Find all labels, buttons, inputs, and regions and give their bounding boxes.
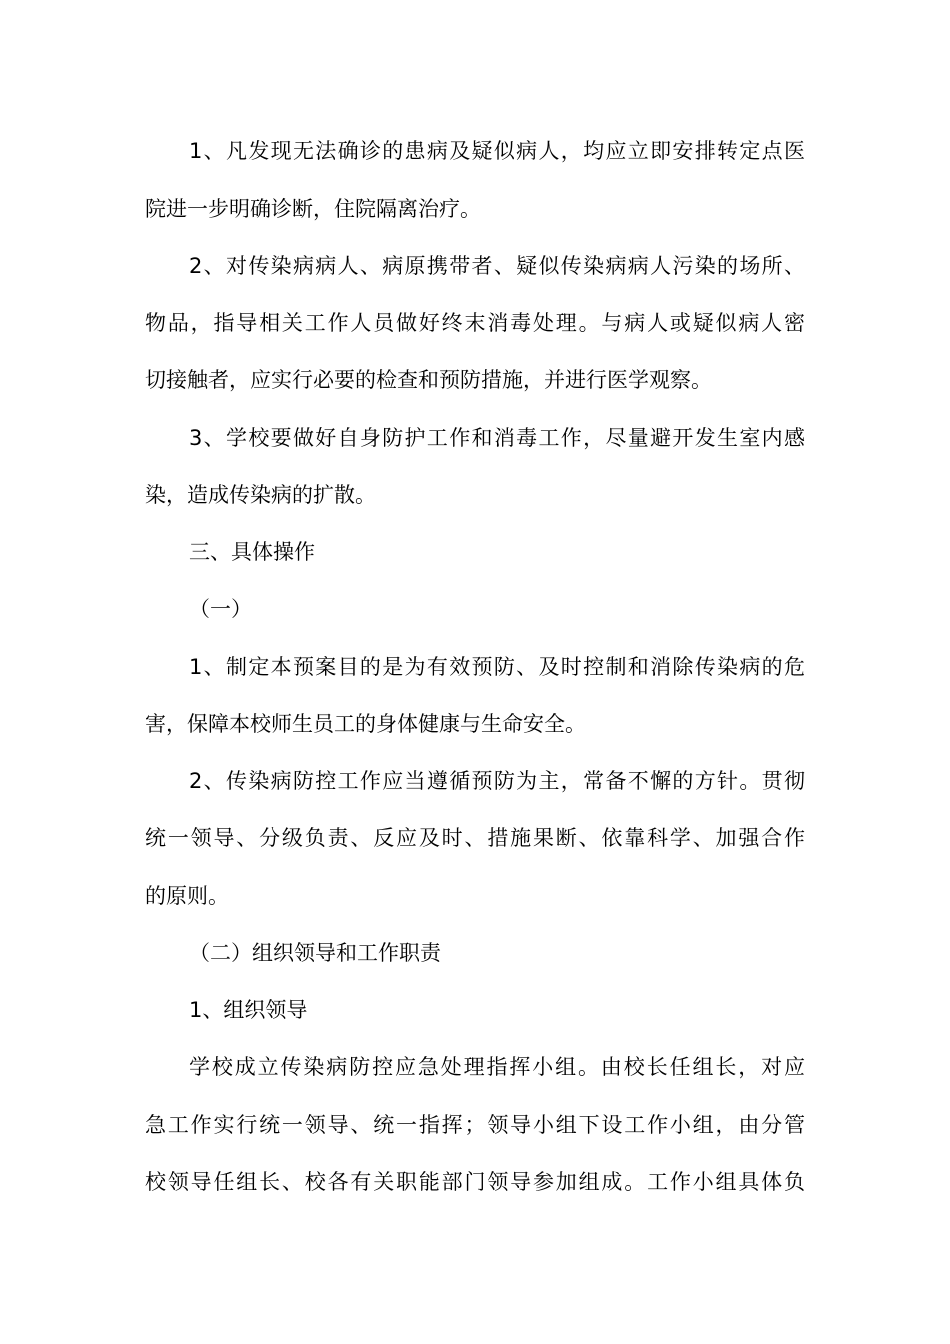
text-line: 统一领导、分级负责、反应及时、措施果断、依靠科学、加强合作 xyxy=(145,826,805,850)
text-line: 物品，指导相关工作人员做好终末消毒处理。与病人或疑似病人密 xyxy=(145,311,805,335)
text-line: 3、学校要做好自身防护工作和消毒工作，尽量避开发生室内感 xyxy=(189,426,805,450)
text-line: 1、制定本预案目的是为有效预防、及时控制和消除传染病的危 xyxy=(189,655,805,679)
subsection-heading: （一） xyxy=(189,597,252,621)
text-line: 害，保障本校师生员工的身体健康与生命安全。 xyxy=(145,712,586,736)
text-line: 学校成立传染病防控应急处理指挥小组。由校长任组长，对应 xyxy=(189,1055,805,1079)
text-line: 染，造成传染病的扩散。 xyxy=(145,483,376,507)
text-line: 的原则。 xyxy=(145,884,229,908)
section-heading: 三、具体操作 xyxy=(189,540,315,564)
text-line: 1、凡发现无法确诊的患病及疑似病人，均应立即安排转定点医 xyxy=(189,139,805,163)
item-heading: 1、组织领导 xyxy=(189,998,308,1022)
text-line: 2、对传染病病人、病原携带者、疑似传染病病人污染的场所、 xyxy=(189,254,805,278)
text-line: 校领导任组长、校各有关职能部门领导参加组成。工作小组具体负 xyxy=(145,1170,805,1194)
text-line: 2、传染病防控工作应当遵循预防为主，常备不懈的方针。贯彻 xyxy=(189,769,805,793)
text-line: 切接触者，应实行必要的检查和预防措施，并进行医学观察。 xyxy=(145,368,712,392)
text-line: 院进一步明确诊断，住院隔离治疗。 xyxy=(145,197,481,221)
subsection-heading: （二）组织领导和工作职责 xyxy=(189,941,441,965)
text-line: 急工作实行统一领导、统一指挥；领导小组下设工作小组，由分管 xyxy=(145,1113,805,1137)
